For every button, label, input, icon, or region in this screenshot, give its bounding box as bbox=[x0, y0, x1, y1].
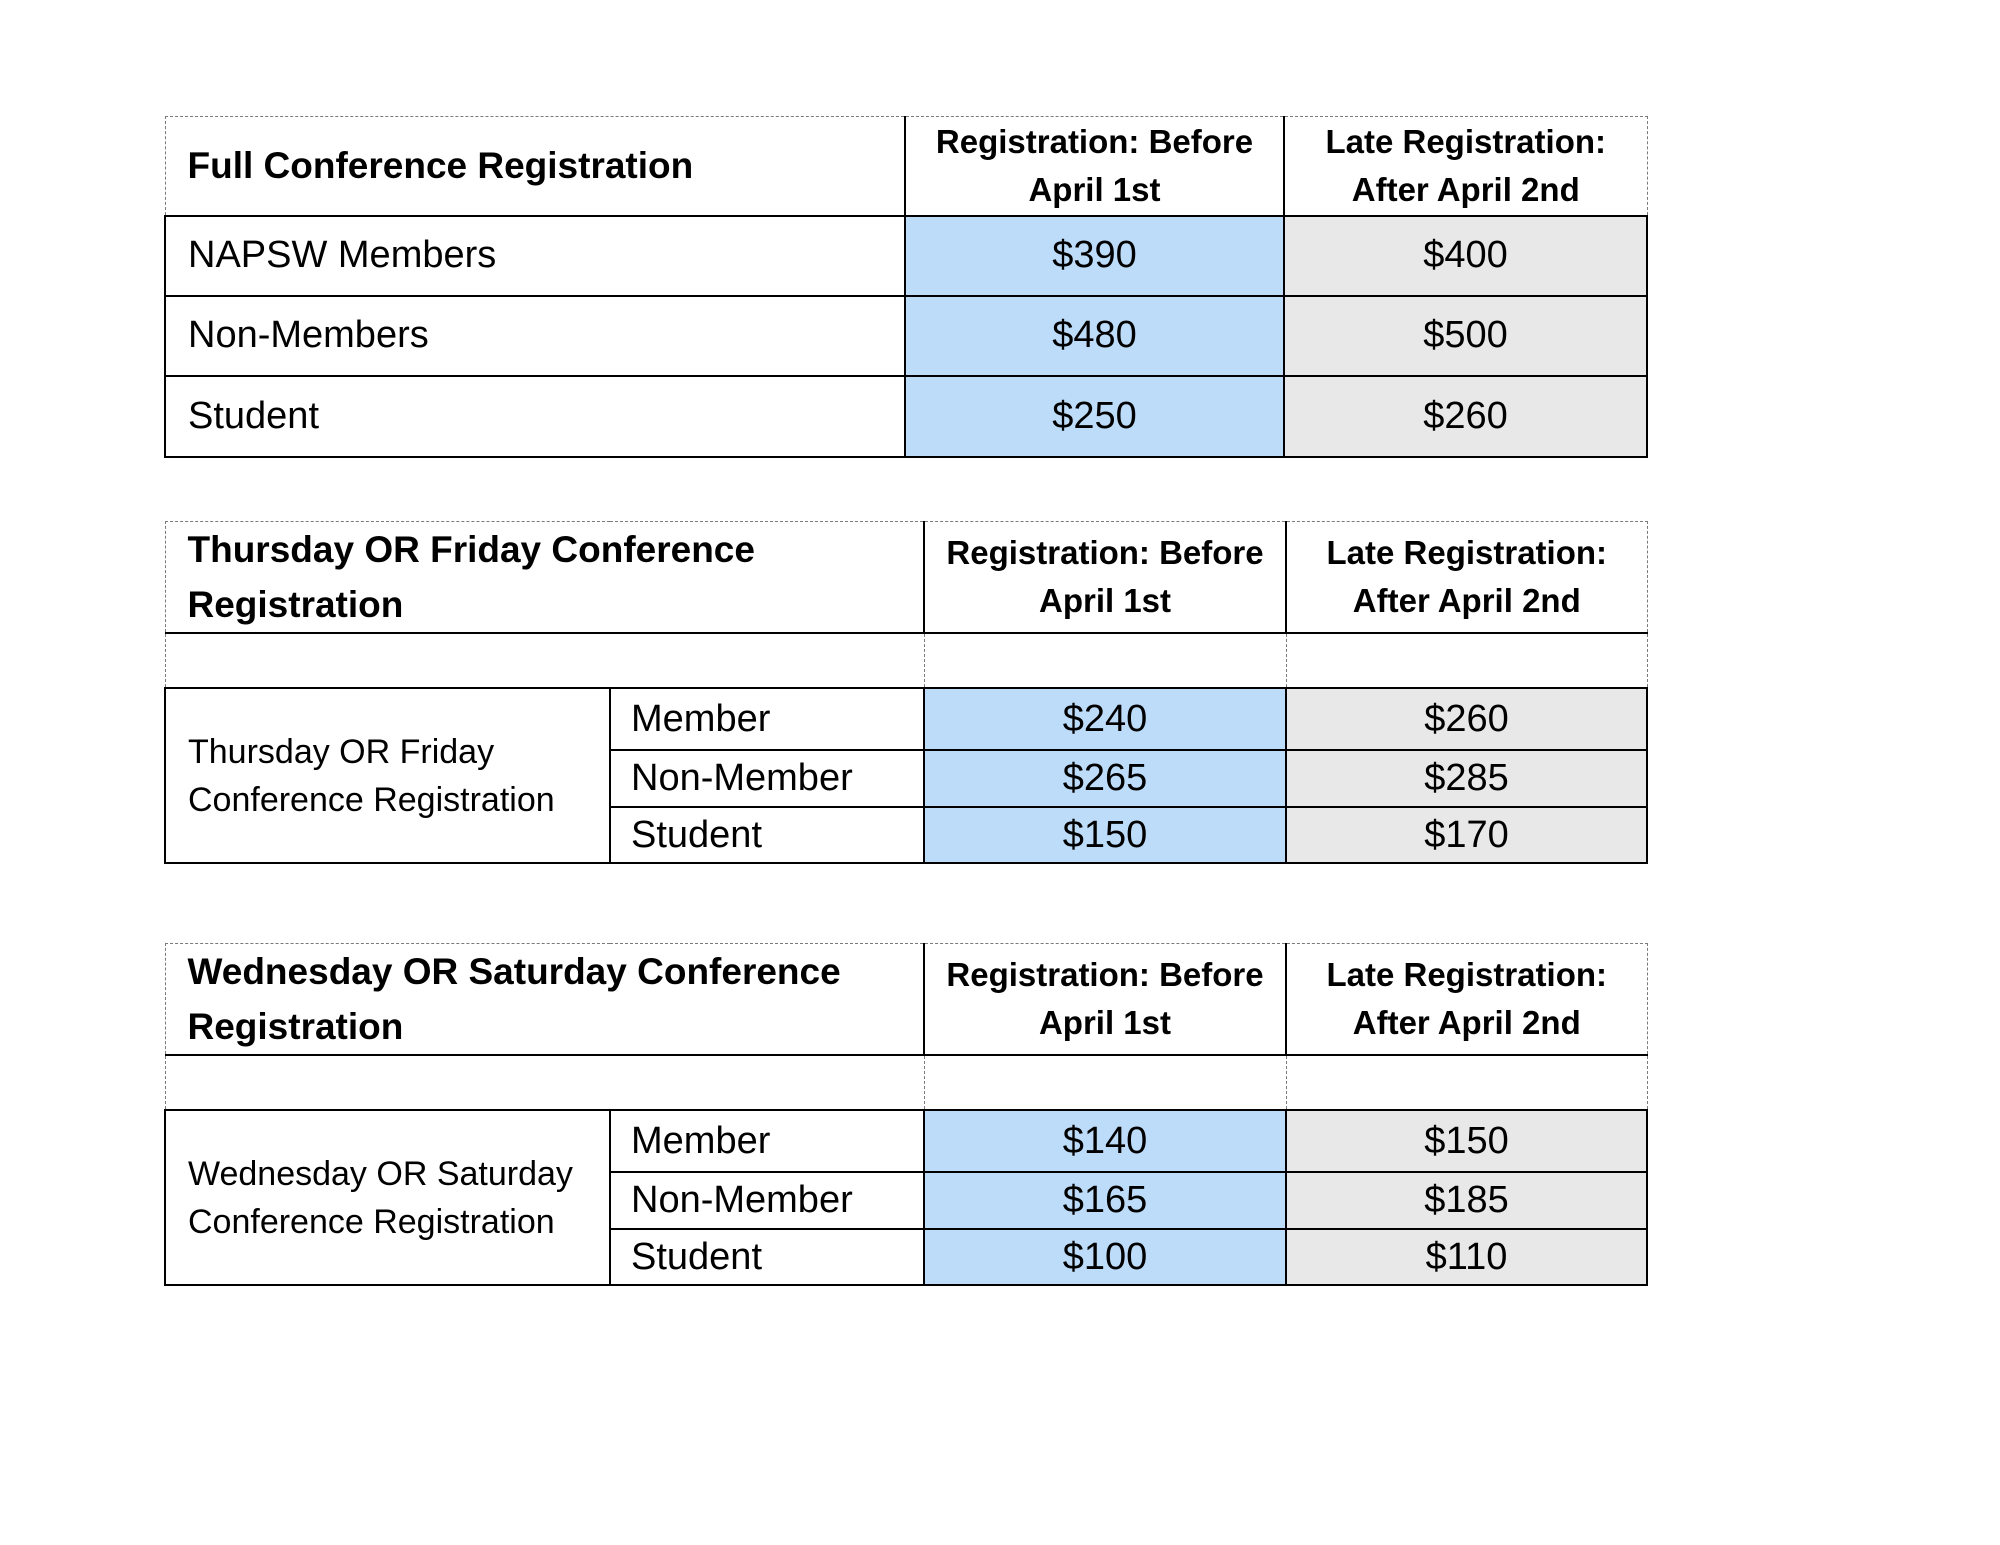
row-label-non-member: Non-Member bbox=[610, 750, 924, 807]
row-label-non-member: Non-Member bbox=[610, 1172, 924, 1229]
late-registration-header: Late Registration: After April 2nd bbox=[1284, 117, 1647, 216]
price-late-non-members: $500 bbox=[1284, 296, 1647, 376]
early-registration-header: Registration: Before April 1st bbox=[924, 944, 1286, 1056]
price-late-member: $260 bbox=[1286, 688, 1647, 750]
price-late-student: $260 bbox=[1284, 376, 1647, 457]
wednesday-saturday-title: Wednesday OR Saturday Conference Registration bbox=[165, 944, 924, 1056]
row-label-student: Student bbox=[610, 1229, 924, 1285]
price-late-student: $170 bbox=[1286, 807, 1647, 863]
price-early-student: $150 bbox=[924, 807, 1286, 863]
price-late-napsw-members: $400 bbox=[1284, 216, 1647, 296]
row-label-non-members: Non-Members bbox=[165, 296, 905, 376]
wednesday-saturday-group-label: Wednesday OR Saturday Conference Registration bbox=[165, 1110, 610, 1285]
spacer-row bbox=[1286, 1055, 1647, 1110]
row-label-student: Student bbox=[610, 807, 924, 863]
row-label-member: Member bbox=[610, 1110, 924, 1172]
wednesday-saturday-table bbox=[164, 943, 1648, 1286]
price-early-non-members: $480 bbox=[905, 296, 1284, 376]
early-registration-header: Registration: Before April 1st bbox=[905, 117, 1284, 216]
late-registration-header: Late Registration: After April 2nd bbox=[1286, 944, 1647, 1056]
price-early-member: $240 bbox=[924, 688, 1286, 750]
early-registration-header: Registration: Before April 1st bbox=[924, 522, 1286, 634]
spacer-row bbox=[1286, 633, 1647, 688]
spacer-row bbox=[165, 633, 924, 688]
thursday-friday-group-label: Thursday OR Friday Conference Registration bbox=[165, 688, 610, 863]
row-label-member: Member bbox=[610, 688, 924, 750]
spacer-row bbox=[165, 1055, 924, 1110]
price-late-non-member: $285 bbox=[1286, 750, 1647, 807]
price-late-non-member: $185 bbox=[1286, 1172, 1647, 1229]
price-late-student: $110 bbox=[1286, 1229, 1647, 1285]
price-early-student: $250 bbox=[905, 376, 1284, 457]
row-label-napsw-members: NAPSW Members bbox=[165, 216, 905, 296]
thursday-friday-table bbox=[164, 521, 1648, 864]
price-early-non-member: $265 bbox=[924, 750, 1286, 807]
price-early-non-member: $165 bbox=[924, 1172, 1286, 1229]
price-early-student: $100 bbox=[924, 1229, 1286, 1285]
price-late-member: $150 bbox=[1286, 1110, 1647, 1172]
price-early-member: $140 bbox=[924, 1110, 1286, 1172]
price-early-napsw-members: $390 bbox=[905, 216, 1284, 296]
late-registration-header: Late Registration: After April 2nd bbox=[1286, 522, 1647, 634]
spacer-row bbox=[924, 1055, 1286, 1110]
row-label-student: Student bbox=[165, 376, 905, 457]
full-conference-table bbox=[164, 116, 1648, 458]
thursday-friday-title: Thursday OR Friday Conference Registration bbox=[165, 522, 924, 634]
full-conference-title: Full Conference Registration bbox=[165, 117, 905, 216]
spacer-row bbox=[924, 633, 1286, 688]
